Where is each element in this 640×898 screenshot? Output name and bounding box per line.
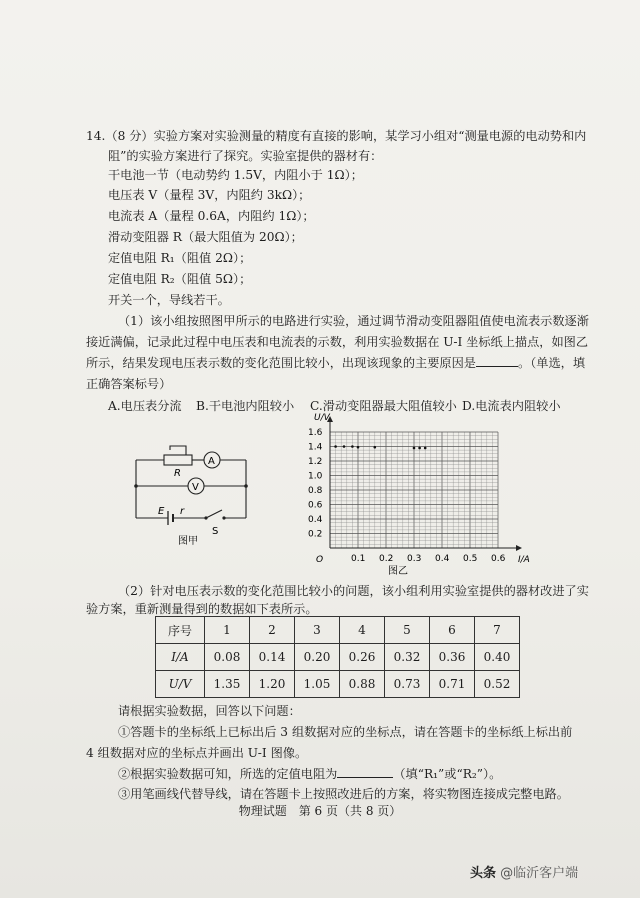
watermark-prefix: 头条 [470, 866, 497, 881]
material-switch: 开关一个，导线若干。 [108, 293, 230, 307]
question-line-1: 14.（8 分）实验方案对实验测量的精度有直接的影响，某学习小组对“测量电源的电动势和内 [86, 129, 587, 143]
material-voltmeter: 电压表 V（量程 3V，内阻约 3kΩ）； [108, 188, 311, 202]
y-tick-label: 1.0 [308, 471, 323, 482]
label-s: S [212, 526, 219, 537]
page-footer: 物理试题 第 6 页（共 8 页） [238, 804, 402, 818]
option-b: B.干电池内阻较小 [196, 399, 295, 413]
x-axis-label: I/A [518, 555, 530, 565]
table-header-cell: 5 [385, 617, 430, 644]
part2-line-1: （2）针对电压表示数的变化范围比较小的问题，该小组利用实验室提供的器材改进了实 [118, 584, 589, 598]
table-cell: 0.88 [340, 671, 385, 698]
part1-line-1: （1）该小组按照图甲所示的电路进行实验，通过调节滑动变阻器阻值使电流表示数逐渐 [118, 314, 589, 328]
table-cell: 0.52 [475, 671, 520, 698]
label-a: A [208, 456, 215, 467]
table-header-row [156, 617, 520, 644]
data-point [418, 447, 421, 450]
after-table-line-4-tail: （填“R₁”或“R₂”）。 [393, 767, 502, 781]
y-tick-label: 1.6 [308, 428, 323, 438]
after-table-line-4-text: ②根据实验数据可知，所选的定值电阻为 [118, 767, 338, 781]
data-point [374, 446, 377, 449]
table-cell: 0.71 [430, 671, 475, 698]
after-table-line-5: ③用笔画线代替导线，请在答题卡上按照改进后的方案，将实物图连接成完整电路。 [118, 787, 569, 801]
y-tick-label: 1.2 [308, 457, 323, 467]
y-tick-label: 0.8 [308, 486, 323, 496]
ui-graph [300, 410, 540, 576]
label-e: E [158, 506, 165, 517]
table-header-cell: 1 [205, 617, 250, 644]
after-table-line-3: 4 组数据对应的坐标点并画出 U-I 图像。 [86, 746, 308, 760]
part1-line-3 [86, 355, 585, 371]
table-cell: 0.73 [385, 671, 430, 698]
label-v: V [192, 482, 199, 493]
material-battery: 干电池一节（电动势约 1.5V，内阻小于 1Ω）； [108, 168, 363, 182]
after-table-line-1: 请根据实验数据，回答以下问题： [118, 704, 301, 718]
label-r: R [174, 468, 181, 479]
x-tick-label: 0.6 [491, 554, 506, 564]
part1-line-2: 接近满偏，记录此过程中电压表和电流表的示数，利用实验数据在 U-I 坐标纸上描点，如图乙 [86, 335, 589, 349]
table-cell: 1.05 [295, 671, 340, 698]
y-tick-label: 0.2 [308, 529, 323, 540]
graph-caption: 图乙 [388, 566, 408, 576]
x-tick-label: 0.2 [379, 554, 394, 564]
data-point [413, 447, 416, 450]
part1-line-4: 正确答案标号） [86, 377, 172, 391]
data-point [343, 445, 346, 448]
table-row-label: I/A [156, 644, 205, 671]
table-cell: 0.08 [205, 644, 250, 671]
part1-line-3-tail: 。（单选，填 [518, 356, 586, 370]
table-row [156, 671, 520, 698]
answer-blank-1[interactable] [476, 355, 518, 367]
table-cell: 0.36 [430, 644, 475, 671]
x-axis-arrow [516, 545, 522, 551]
label-small-r: r [180, 506, 185, 517]
table-header-cell: 6 [430, 617, 475, 644]
table-header-cell: 2 [250, 617, 295, 644]
table-row-label: U/V [156, 671, 205, 698]
table-cell: 0.20 [295, 644, 340, 671]
x-tick-label: 0.5 [463, 554, 478, 564]
data-point [334, 445, 337, 448]
y-tick-label: 0.4 [308, 515, 323, 525]
x-tick-label: 0.4 [435, 554, 450, 564]
table-cell: 0.32 [385, 644, 430, 671]
table-header-cell: 序号 [156, 617, 205, 644]
circuit-diagram [128, 436, 258, 548]
table-cell: 1.35 [205, 671, 250, 698]
x-tick-label: 0.3 [407, 554, 422, 564]
material-rheostat: 滑动变阻器 R（最大阻值为 20Ω）； [108, 230, 303, 244]
after-table-line-2: ①答题卡的坐标纸上已标出后 3 组数据对应的坐标点，请在答题卡的坐标纸上标出前 [118, 725, 573, 739]
option-d: D.电流表内阻较小 [462, 399, 561, 413]
table-cell: 0.26 [340, 644, 385, 671]
table-cell: 1.20 [250, 671, 295, 698]
switch-s [206, 510, 222, 518]
x-tick-label: 0.1 [351, 554, 366, 564]
origin-label: O [316, 555, 324, 565]
table-header-cell: 4 [340, 617, 385, 644]
material-r2: 定值电阻 R₂（阻值 5Ω）； [108, 272, 252, 286]
part1-line-3-text: 所示，结果发现电压表示数的变化范围比较小，出现该现象的主要原因是 [86, 356, 476, 370]
material-r1: 定值电阻 R₁（阻值 2Ω）； [108, 251, 252, 265]
table-header-cell: 7 [475, 617, 520, 644]
y-axis-label: U/V [314, 413, 330, 423]
y-tick-label: 0.6 [308, 500, 323, 511]
table-header-cell: 3 [295, 617, 340, 644]
data-table [155, 616, 520, 698]
y-tick-label: 1.4 [308, 442, 323, 453]
table-cell: 0.14 [250, 644, 295, 671]
material-ammeter: 电流表 A（量程 0.6A，内阻约 1Ω）； [108, 209, 315, 223]
circuit-caption: 图甲 [178, 536, 198, 547]
watermark-handle: @临沂客户端 [500, 866, 579, 881]
data-point [351, 445, 354, 448]
data-point [357, 446, 360, 449]
question-line-2: 阻”的实验方案进行了探究。实验室提供的器材有： [108, 149, 383, 163]
data-point [424, 447, 427, 450]
after-table-line-4 [118, 766, 501, 782]
part2-line-2: 验方案，重新测量得到的数据如下表所示。 [86, 602, 318, 616]
option-a: A.电压表分流 [108, 399, 182, 413]
option-c: C.滑动变阻器最大阻值较小 [310, 399, 457, 413]
table-cell: 0.40 [475, 644, 520, 671]
answer-blank-2[interactable] [337, 766, 393, 778]
rheostat-r [164, 455, 192, 465]
watermark [470, 862, 578, 881]
table-row [156, 644, 520, 671]
